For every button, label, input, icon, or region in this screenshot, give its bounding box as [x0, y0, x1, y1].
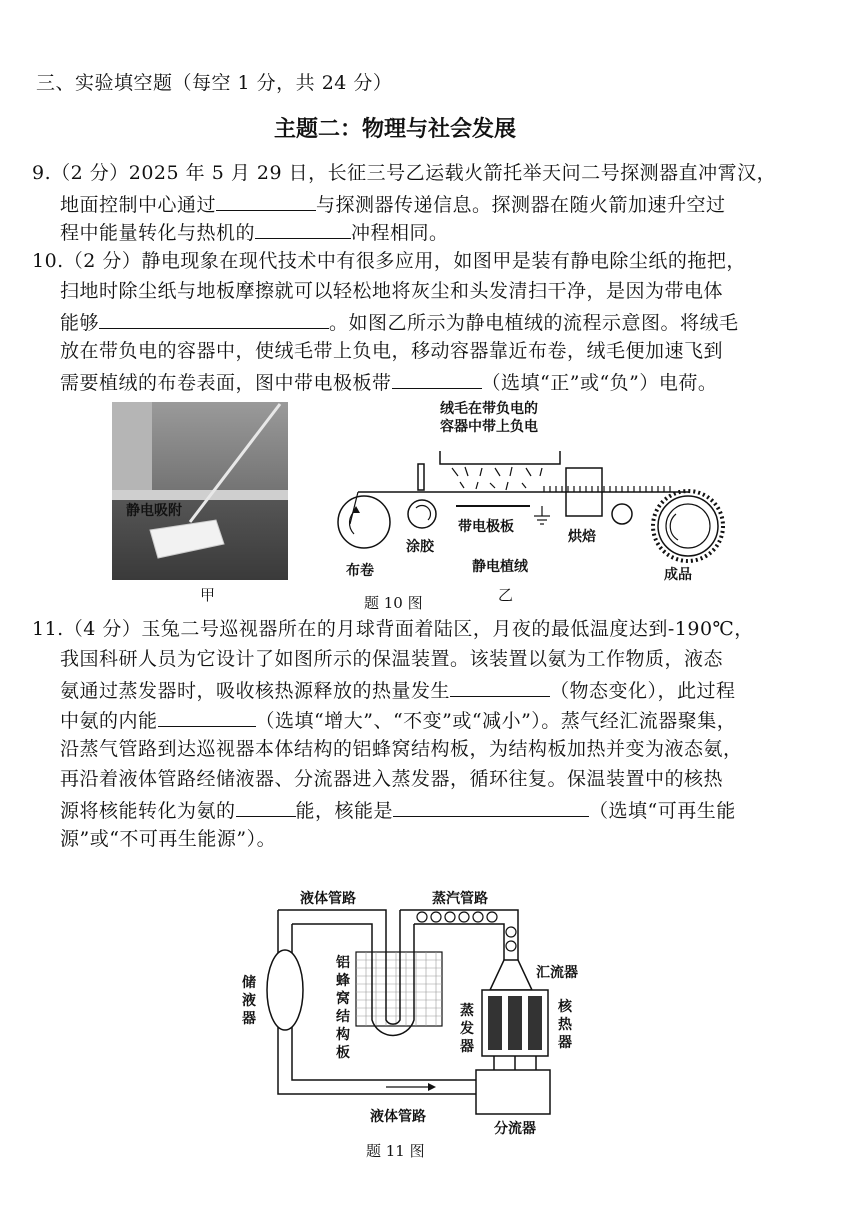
- container-label-2: 容器中带上负电: [440, 419, 538, 435]
- steam-pipe-label: 蒸汽管路: [432, 891, 488, 907]
- glue-label: 涂胶: [406, 539, 434, 555]
- liquid-pipe-top-label: 液体管路: [300, 891, 356, 907]
- answer-blank[interactable]: [450, 676, 550, 697]
- q9-line1: 9.（2 分）2025 年 5 月 29 日，长征三号乙运载火箭托举天问二号探测器直冲霄汉，: [32, 162, 777, 184]
- q10-line3-text-a: 能够: [60, 312, 100, 334]
- container-label-1: 绒毛在带负电的: [440, 401, 538, 417]
- splitter-label: 分流器: [494, 1121, 536, 1137]
- label-yi: 乙: [498, 586, 514, 604]
- q10-line3-text-b: 。如图乙所示为静电植绒的流程示意图。将绒毛: [329, 312, 739, 334]
- q11-line4-text-a: 中氨的内能: [60, 710, 158, 732]
- q9-line3-text-a: 程中能量转化与热机的: [60, 222, 256, 244]
- q11-line2: 我国科研人员为它设计了如图所示的保温装置。该装置以氨为工作物质，液态: [60, 648, 724, 670]
- section-heading: 三、实验填空题（每空 1 分，共 24 分）: [36, 72, 393, 94]
- flocking-label: 静电植绒: [472, 559, 528, 575]
- collector-label: 汇流器: [536, 965, 578, 981]
- roll-label: 布卷: [346, 563, 374, 579]
- q11-line7-text-a: 源将核能转化为氨的: [60, 800, 236, 822]
- q11-line4-text-b: （选填“增大”、“不变”或“减小”）。蒸气经汇流器聚集，: [255, 710, 737, 732]
- q11-line6: 再沿着液体管路经储液器、分流器进入蒸发器，循环往复。保温装置中的核热: [60, 768, 724, 790]
- q11-line3-text-b: （物态变化），此过程: [550, 680, 736, 702]
- dry-label: 烘焙: [568, 529, 596, 545]
- q11-line3: [60, 676, 736, 704]
- figure-10-photo: [112, 402, 288, 580]
- answer-blank[interactable]: [236, 796, 296, 817]
- answer-blank[interactable]: [158, 706, 256, 727]
- q9-line3: [60, 218, 449, 246]
- q11-line3-text-a: 氨通过蒸发器时，吸收核热源释放的热量发生: [60, 680, 451, 702]
- figure-11-caption: 题 11 图: [366, 1142, 425, 1160]
- q11-line8: 源”或“不可再生能源”）。: [60, 828, 277, 850]
- figure-10-diagram: [330, 396, 730, 586]
- q10-line5: [60, 368, 717, 396]
- q11-line5: 沿蒸气管路到达巡视器本体结构的铝蜂窝结构板，为结构板加热并变为液态氨，: [60, 738, 743, 760]
- q9-line2-text-b: 与探测器传递信息。探测器在随火箭加速升空过: [316, 194, 726, 216]
- liquid-pipe-bottom-label: 液体管路: [370, 1109, 426, 1125]
- photo-label: 静电吸附: [126, 503, 182, 519]
- plate-label: 带电极板: [458, 519, 514, 535]
- q11-line7-text-c: （选填“可再生能: [589, 800, 736, 822]
- evaporator-label: 蒸发器: [460, 1003, 474, 1055]
- answer-blank[interactable]: [392, 368, 482, 389]
- al-board-label: 铝蜂窝结构板: [336, 955, 350, 1061]
- answer-blank[interactable]: [99, 308, 329, 329]
- topic-title: 主题二：物理与社会发展: [274, 117, 517, 142]
- q10-line4: 放在带负电的容器中，使绒毛带上负电，移动容器靠近布卷，绒毛便加速飞到: [60, 340, 724, 362]
- q10-line5-text-b: （选填“正”或“负”）电荷。: [481, 372, 718, 394]
- figure-10-caption: 题 10 图: [364, 594, 423, 612]
- q11-line1: 11.（4 分）玉兔二号巡视器所在的月球背面着陆区，月夜的最低温度达到-190℃，: [32, 618, 754, 640]
- mop-photo: [112, 402, 288, 580]
- reservoir-label: 储液器: [242, 975, 256, 1027]
- q10-line2: 扫地时除尘纸与地板摩擦就可以轻松地将灰尘和头发清扫干净，是因为带电体: [60, 280, 724, 302]
- q9-line3-text-b: 冲程相同。: [351, 222, 449, 244]
- q11-line4: [60, 706, 736, 734]
- label-jia: 甲: [200, 586, 216, 604]
- nuclear-label: 核热器: [558, 999, 572, 1051]
- q11-line7-text-b: 能，核能是: [295, 800, 394, 822]
- q10-line3: [60, 308, 739, 336]
- q10-line5-text-a: 需要植绒的布卷表面，图中带电极板带: [60, 372, 392, 394]
- q9-line2: [60, 190, 726, 218]
- figure-11-diagram: [236, 880, 596, 1160]
- answer-blank[interactable]: [216, 190, 316, 211]
- answer-blank[interactable]: [393, 796, 589, 817]
- q9-line2-text-a: 地面控制中心通过: [60, 194, 217, 216]
- answer-blank[interactable]: [255, 218, 351, 239]
- q10-line1: 10.（2 分）静电现象在现代技术中有很多应用，如图甲是装有静电除尘纸的拖把，: [32, 250, 746, 272]
- product-label: 成品: [664, 567, 692, 583]
- q11-line7: [60, 796, 736, 824]
